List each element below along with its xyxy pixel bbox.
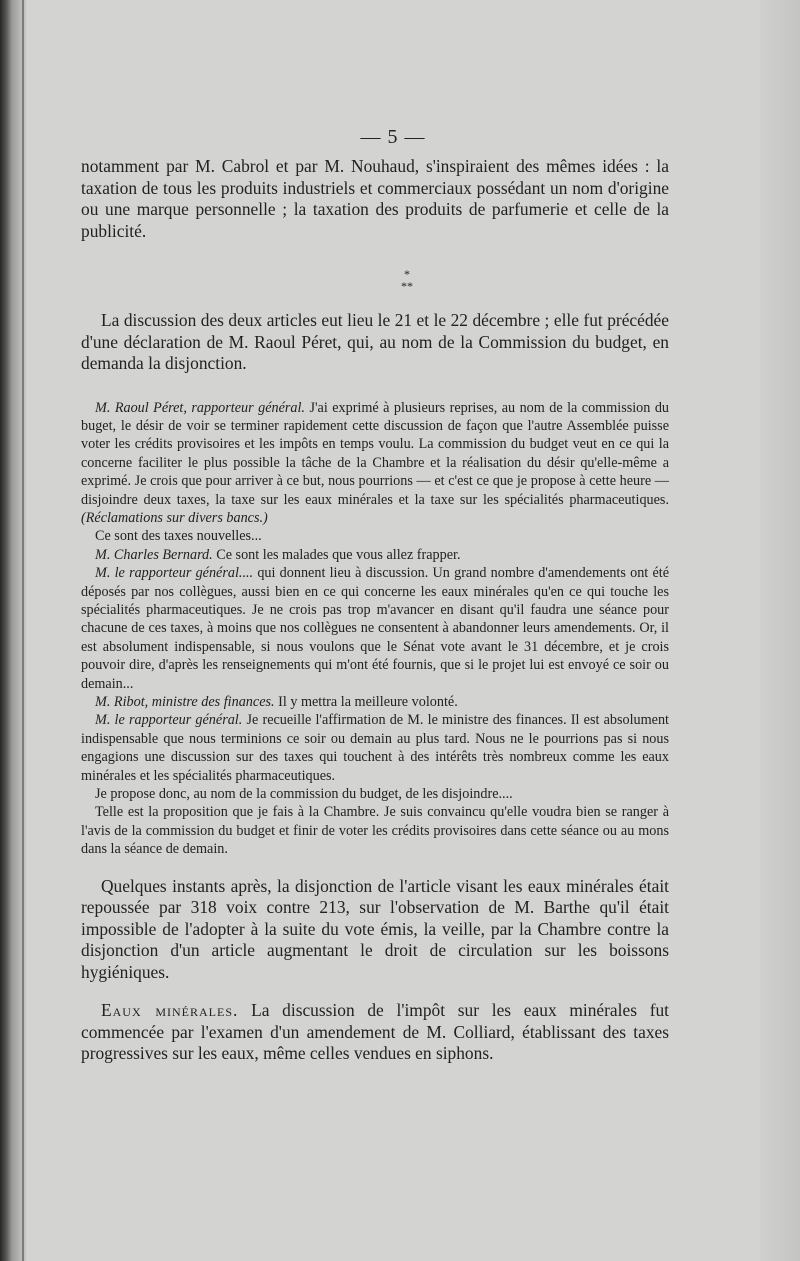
speech-text: Ce sont les malades que vous allez frapper. <box>212 546 461 563</box>
debate-entry-6 <box>81 711 669 785</box>
debate-entry-7: Je propose donc, au nom de la commission du budget, de les disjoindre.... <box>95 786 513 803</box>
speaker-name: M. Raoul Péret, rapporteur général. <box>95 399 305 416</box>
debate-entry-8: Telle est la proposition que je fais à la Chambre. Je suis convaincu qu'elle voudra bien se ranger à l'avis de la commission du budget et finir de voter les crédits provisoires dans cette séance ou au mons dans la séance de demain. <box>81 804 669 858</box>
debate-entry-1 <box>81 399 669 528</box>
asterism-top: * <box>404 267 410 281</box>
debate-entry-2: Ce sont des taxes nouvelles... <box>95 528 262 545</box>
chamber-reaction: (Réclamations sur divers bancs.) <box>81 509 268 526</box>
asterism-bottom: ** <box>401 279 413 293</box>
section-heading: Eaux minérales. <box>101 1000 239 1021</box>
speaker-name: M. Ribot, ministre des finances. <box>95 694 275 710</box>
debate-entry-5 <box>81 693 669 711</box>
page-body <box>81 156 669 1065</box>
speech-text: Il y mettra la meilleure volonté. <box>274 694 458 710</box>
debate-entry-3 <box>81 546 669 564</box>
page-number: — 5 — <box>360 126 426 148</box>
speech-text: qui donnent lieu à discussion. Un grand nombre d'amendements ont été déposés par nos collègues, aussi bien en ce qui concerne les eaux minérales qu'en ce qui touche les spécialités pharmaceutiques. Je ne crois pas trop m'avancer en disant qu'il faudra une séance pour chacune de ces taxes, à moins que nos collègues ne consentent à abandonner leurs amendements. Or, il est absolument indispensable, si nous voulons que le Sénat vote avant le 31 décembre, et je crois pouvoir dire, d'après les renseignements qui m'ont été fournis, que si le projet lui est envoyé ce soir ou demain... <box>81 565 669 692</box>
paragraph-discussion: La discussion des deux articles eut lieu le 21 et le 22 décembre ; elle fut précédée d'une déclaration de M. Raoul Péret, qui, au nom de la Commission du budget, en demanda la disjonction. <box>81 310 669 373</box>
speech-text: Je recueille l'affirmation de M. le ministre des finances. Il est absolument indispensable que nous terminions ce soir ou demain au plus tard. Nous ne le pourrions pas si nous engagions une discussion sur des taxes qui touchent à des intérêts très nombreux comme les eaux minérales et les spécialités pharmaceutiques. <box>81 712 669 784</box>
binding-shadow-line <box>22 0 24 1261</box>
debate-entry-4 <box>81 564 669 693</box>
paragraph-eaux-minerales <box>81 1000 669 1065</box>
speaker-name: M. le rapporteur général. <box>95 712 243 729</box>
speaker-name: M. le rapporteur général.... <box>95 565 254 582</box>
section-text: La discussion de l'impôt sur les eaux minérales fut commencée par l'examen d'un amendement de M. Colliard, établissant des taxes progressives sur les eaux, même celles vendues en siphons. <box>81 1000 670 1064</box>
paragraph-intro-continued: notamment par M. Cabrol et par M. Nouhaud, s'inspiraient des mêmes idées : la taxation de tous les produits industriels et commerciaux possédant un nom d'origine ou une marque personnelle ; la taxation des produits de parfumerie et celle de la publicité. <box>81 156 669 241</box>
scan-margin-right <box>760 0 800 1261</box>
debate-transcript <box>81 399 669 859</box>
speaker-name: M. Charles Bernard. <box>95 546 213 563</box>
section-asterism <box>81 268 669 292</box>
paragraph-vote-result: Quelques instants après, la disjonction de l'article visant les eaux minérales était repoussée par 318 voix contre 213, sur l'observation de M. Barthe qu'il était impossible de l'adopter à la suite du vote émis, la veille, par la Chambre contre la disjonction d'un article augmentant le droit de circulation sur les boissons hygiéniques. <box>81 875 669 982</box>
document-page <box>26 0 760 1261</box>
speech-text: J'ai exprimé à plusieurs reprises, au nom de la commission du buget, le désir de voir se terminer rapidement cette discussion de façon que l'autre Assemblée puisse voter les crédits provisoires et les impôts en temps voulu. La commission du budget veut en ce qui la concerne faciliter le plus possible la tâche de la Chambre et la réalisation du désir qu'elle-même a exprimé. Je crois que pour arriver à ce but, nous pourrions — et c'est ce que je propose à cette heure — disjoindre deux taxes, la taxe sur les eaux minérales et la taxe sur les spécialités pharmaceutiques. <box>81 399 670 508</box>
